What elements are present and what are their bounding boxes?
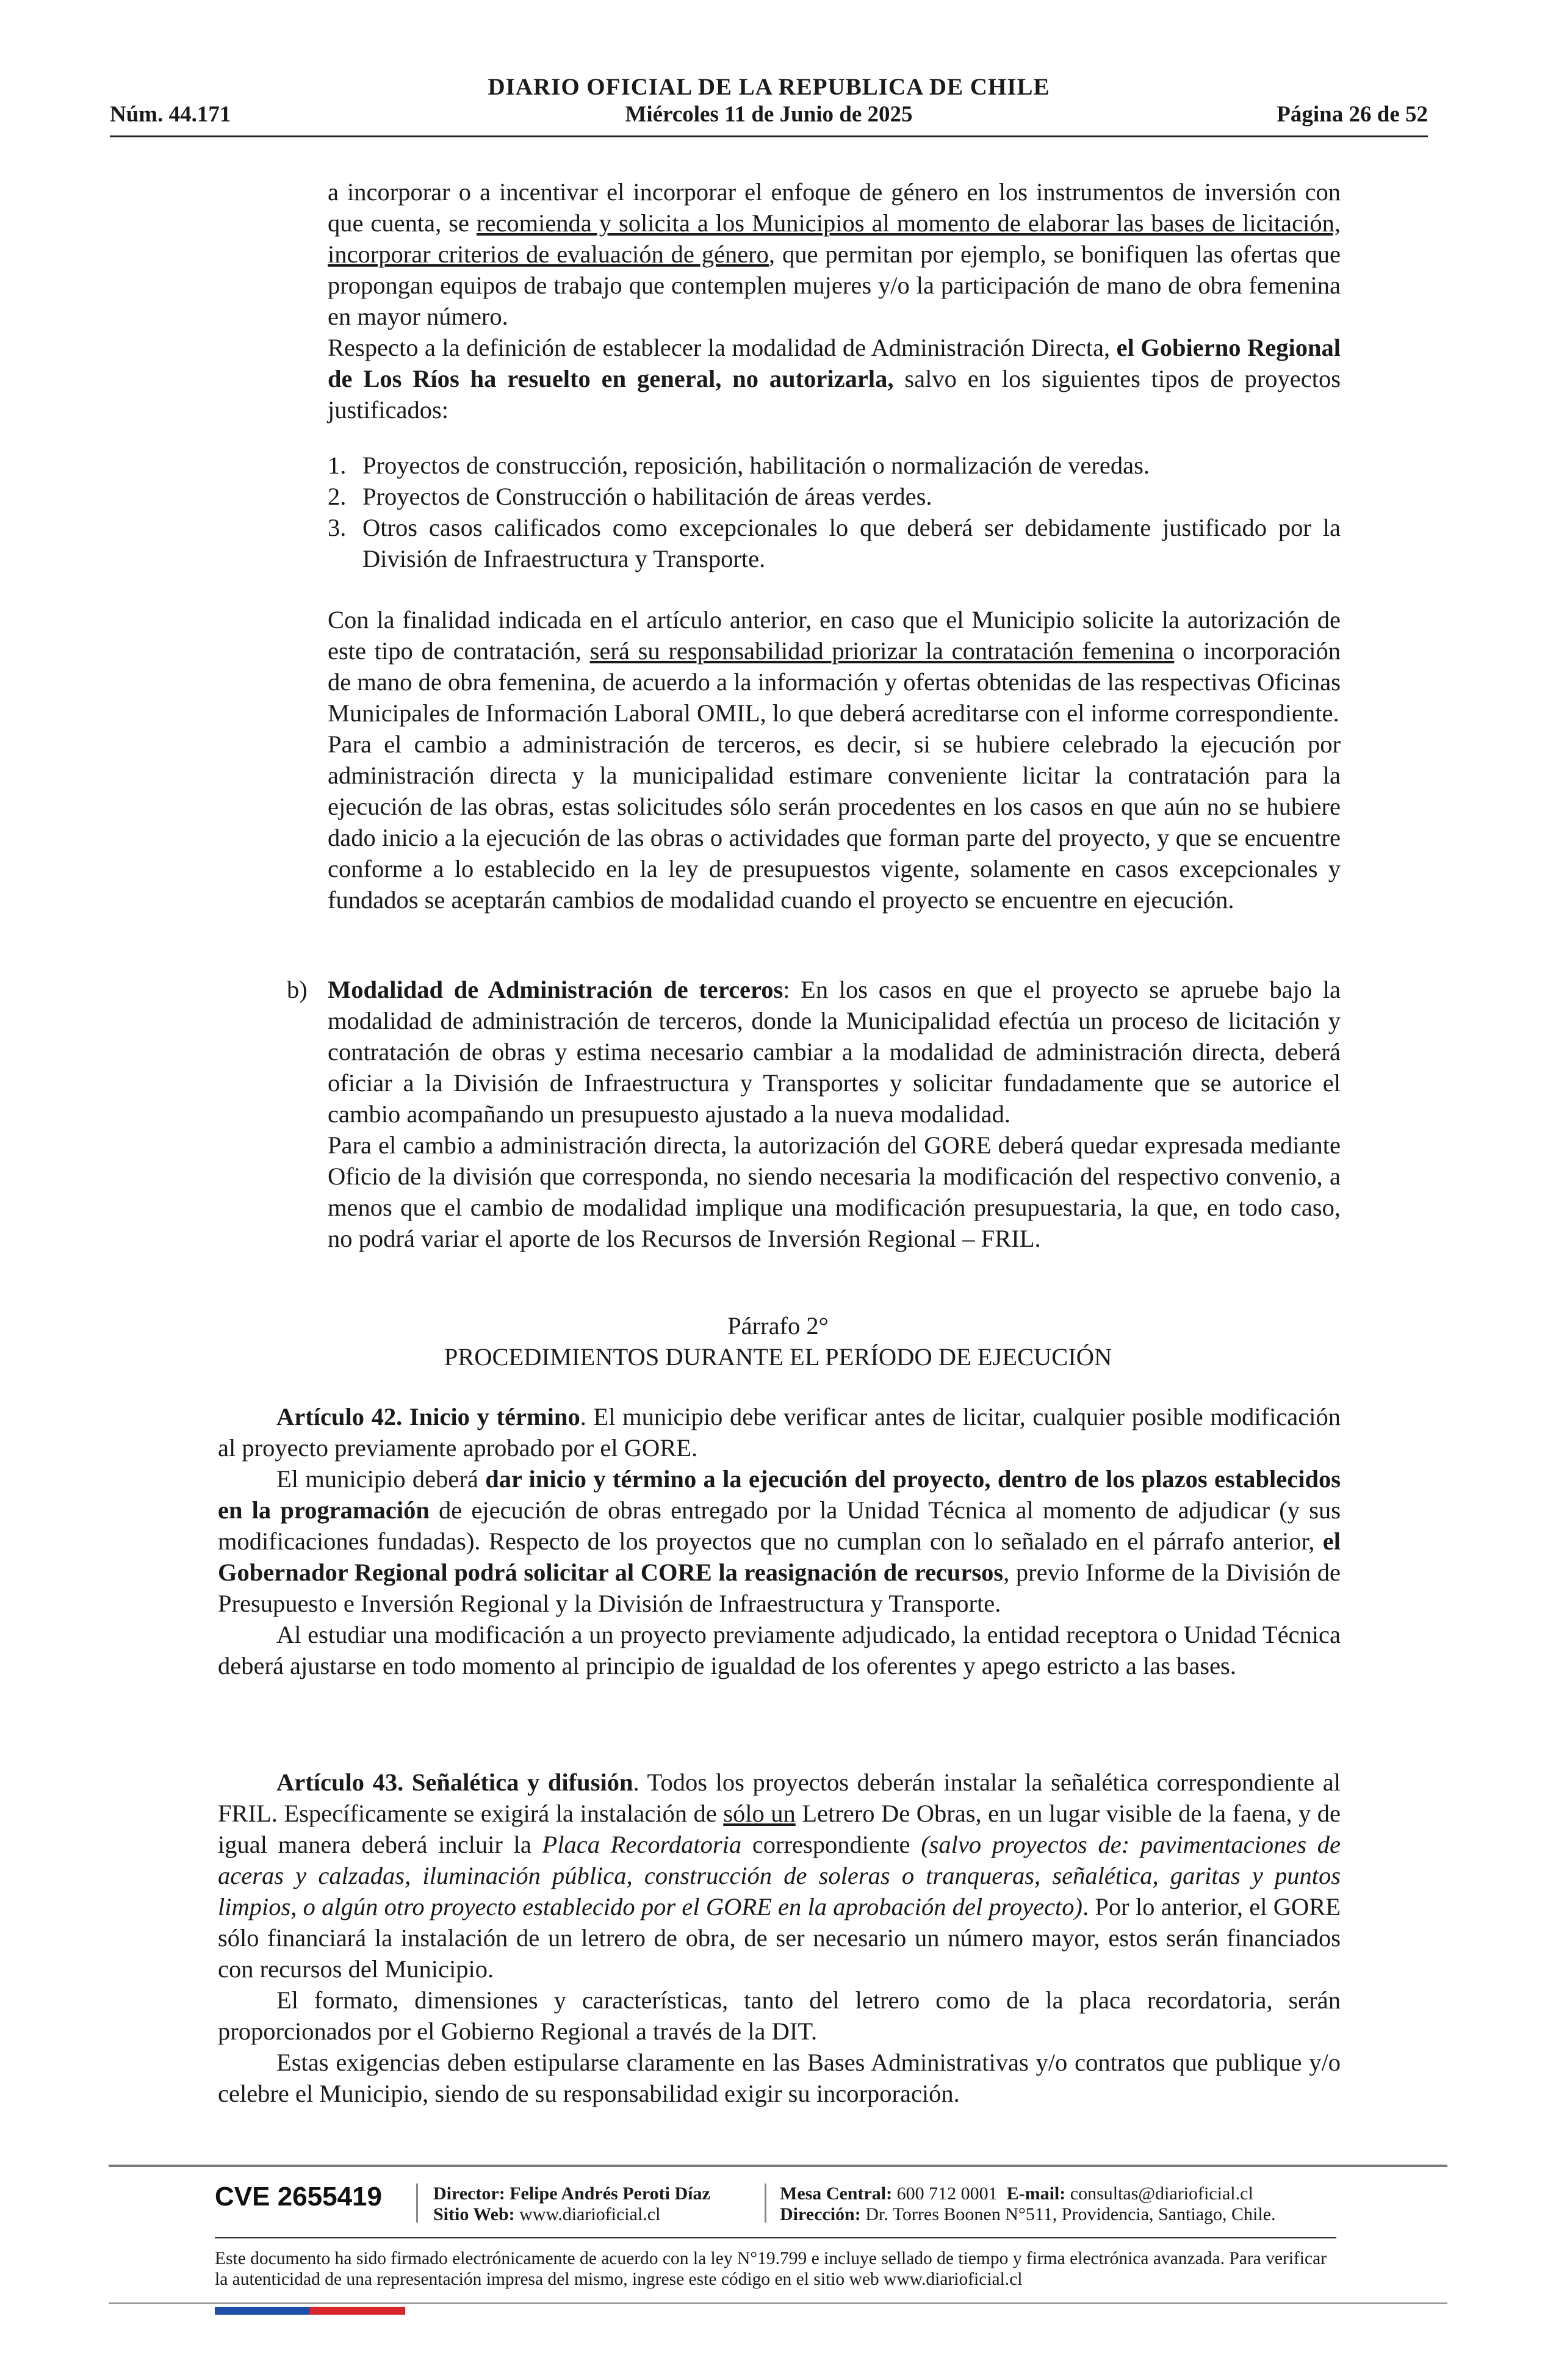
publication-date: Miércoles 11 de Junio de 2025 — [625, 102, 913, 127]
paragraph-female-hiring: Con la finalidad indicada en el artículo anterior, en caso que el Municipio solicite la autorización de este tipo de contratación, será su responsabilidad priorizar la contratación femenina o incorporación de mano de obra femenina, de acuerdo a la información y ofertas obtenidas de las respectivas Oficinas Municipales de Información Laboral OMIL, lo que deberá acreditarse con el informe correspondiente. — [328, 606, 1341, 727]
authorization-paragraphs — [328, 604, 1341, 915]
footer-separator — [765, 2183, 766, 2223]
cve-code: CVE 2655419 — [215, 2182, 382, 2212]
paragraph-direct-admin: Respecto a la definición de establecer la modalidad de Administración Directa, el Gobierno Regional de Los Ríos ha resuelto en general, no autorizarla, salvo en los siguientes tipos de proyectos justificados: — [328, 334, 1341, 424]
article-43: Artículo 43. Señalética y difusión. Todos los proyectos deberán instalar la señalética correspondiente al FRIL. Específicamente se exigirá la instalación de sólo un Letrero De Obras, en un lugar visible de la faena, y de igual manera deberá incluir la Placa Recordatoria correspondiente (salvo proyectos de: pavimentaciones de aceras y calzadas, iluminación pública, construcción de soleras o tranqueras, señalética, garitas y puntos limpios, o algún otro proyecto establecido por el GORE en la aprobación del proyecto). Por lo anterior, el GORE sólo financiará la instalación de un letrero de obra, de ser necesario un número mayor, estos serán financiados con recursos del Municipio. El formato, dimensiones y características, tanto del letrero como de la placa recordatoria, serán proporcionados por el Gobierno Regional a través de la DIT. Estas exigencias deben estipularse claramente en las Bases Administrativas y/o contratos que publique y/o celebre el Municipio, siendo de su responsabilidad exigir su incorporación. — [218, 1769, 1341, 2107]
page-number: Página 26 de 52 — [1277, 102, 1428, 127]
list-item: 1. Proyectos de construcción, reposición, habilitación o normalización de veredas. — [328, 452, 1150, 479]
issue-number: Núm. 44.171 — [110, 102, 231, 127]
list-item: 3. Otros casos calificados como excepcionales lo que deberá ser debidamente justificado por la División de Infraestructura y Transporte. — [328, 514, 1341, 572]
article-42: Artículo 42. Inicio y término. El municipio debe verificar antes de licitar, cualquier posible modificación al proyecto previamente aprobado por el GORE. El municipio deberá dar inicio y término a la ejecución del proyecto, dentro de los plazos establecidos en la programación de ejecución de obras entregado por la Unidad Técnica al momento de adjudicar (y sus modificaciones fundadas). Respecto de los proyectos que no cumplan con lo señalado en el párrafo anterior, el Gobernador Regional podrá solicitar al CORE la reasignación de recursos, previo Informe de la División de Presupuesto e Inversión Regional y la División de Infraestructura y Transporte. Al estudiar una modificación a un proyecto previamente adjudicado, la entidad receptora o Unidad Técnica deberá ajustarse en todo momento al principio de igualdad de los oferentes y apego estricto a las bases. — [218, 1403, 1341, 1679]
paragraph-third-party-change: Para el cambio a administración de terceros, es decir, si se hubiere celebrado la ejecución por administración directa y la municipalidad estimare conveniente licitar la contratación para la ejecución de las obras, estas solicitudes sólo serán procedentes en los casos en que aún no se hubiere dado inicio a la ejecución de las obras o actividades que forman parte del proyecto, y que se encuentre conforme a lo establecido en la ley de presupuestos vigente, solamente en casos excepcionales y fundados se aceptarán cambios de modalidad cuando el proyecto se encuentre en ejecución. — [328, 730, 1341, 914]
item-b-third-party: b) Modalidad de Administración de terceros: En los casos en que el proyecto se apruebe bajo la modalidad de administración de terceros, donde la Municipalidad efectúa un proceso de licitación y contratación de obras y estima necesario cambiar a la modalidad de administración directa, deberá oficiar a la División de Infraestructura y Transportes y solicitar fundadamente que se autorice el cambio acompañando un presupuesto ajustado a la nueva modalidad. Para el cambio a administración directa, la autorización del GORE deberá quedar expresada mediante Oficio de la división que corresponda, no siendo necesaria la modificación del respectivo convenio, a menos que el cambio de modalidad implique una modificación presupuestaria, la que, en todo caso, no podrá variar el aporte de los Recursos de Inversión Regional – FRIL. — [287, 974, 1341, 1254]
paragraph-gender-approach: a incorporar o a incentivar el incorporar el enfoque de género en los instrumentos de inversión con que cuenta, se recomienda y solicita a los Municipios al momento de elaborar las bases de licitación, incorporar criterios de evaluación de género, que permitan por ejemplo, se bonifiquen las ofertas que propongan equipos de trabajo que contemplen mujeres y/o la participación de mano de obra femenina en mayor número. — [328, 178, 1341, 330]
address: Dr. Torres Boonen N°511, Providencia, Santiago, Chile. — [865, 2204, 1276, 2224]
intro-paragraphs — [328, 176, 1341, 425]
item-letter: b) — [287, 976, 308, 1003]
flag-stripe-red — [310, 2307, 405, 2315]
project-types-list — [328, 450, 1341, 574]
section-title: PROCEDIMIENTOS DURANTE EL PERÍODO DE EJECUCIÓN — [444, 1343, 1112, 1371]
director-name: Felipe Andrés Peroti Díaz — [510, 2183, 710, 2204]
website-link[interactable]: www.diarioficial.cl — [519, 2204, 661, 2224]
flag-stripe-blue — [215, 2307, 310, 2315]
section-number: Párrafo 2° — [727, 1312, 829, 1340]
header-divider — [110, 135, 1428, 137]
section-heading — [0, 1310, 1556, 1372]
article-42-title: Artículo 42. Inicio y término — [276, 1403, 580, 1430]
footer-separator — [416, 2183, 418, 2223]
paragraph-direct-change: Para el cambio a administración directa, la autorización del GORE deberá quedar expresada mediante Oficio de la división que corresponda, no siendo necesaria la modificación del respectivo convenio, a menos que el cambio de modalidad implique una modificación presupuestaria, la que, en todo caso, no podrá variar el aporte de los Recursos de Inversión Regional – FRIL. — [328, 1131, 1341, 1252]
item-heading: Modalidad de Administración de terceros — [328, 976, 783, 1003]
footer-divider-mid — [215, 2237, 1336, 2238]
publication-title: DIARIO OFICIAL DE LA REPUBLICA DE CHILE — [488, 74, 1050, 100]
footer-contact-block: Mesa Central: 600 712 0001 E-mail: consultas@diarioficial.cl Dirección: Dr. Torres Boonen N°511, Providencia, Santiago, Chile. — [780, 2183, 1276, 2224]
footer-divider-top — [109, 2165, 1447, 2167]
phone-number: 600 712 0001 — [896, 2183, 998, 2204]
legal-notice: Este documento ha sido firmado electrónicamente de acuerdo con la ley N°19.799 e incluye sellado de tiempo y firma electrónica avanzada. Para verificar la autenticidad de una representación impresa del mismo, ingrese este código en el sitio web www.diarioficial.cl — [215, 2249, 1327, 2289]
footer-director-block: Director: Felipe Andrés Peroti Díaz Sitio Web: www.diarioficial.cl — [433, 2183, 710, 2224]
list-item: 2. Proyectos de Construcción o habilitación de áreas verdes. — [328, 483, 932, 510]
email-link[interactable]: consultas@diarioficial.cl — [1070, 2183, 1253, 2204]
page-header — [110, 73, 1428, 140]
footer-divider-bottom — [109, 2302, 1447, 2304]
article-43-title: Artículo 43. Señalética y difusión — [276, 1769, 633, 1796]
